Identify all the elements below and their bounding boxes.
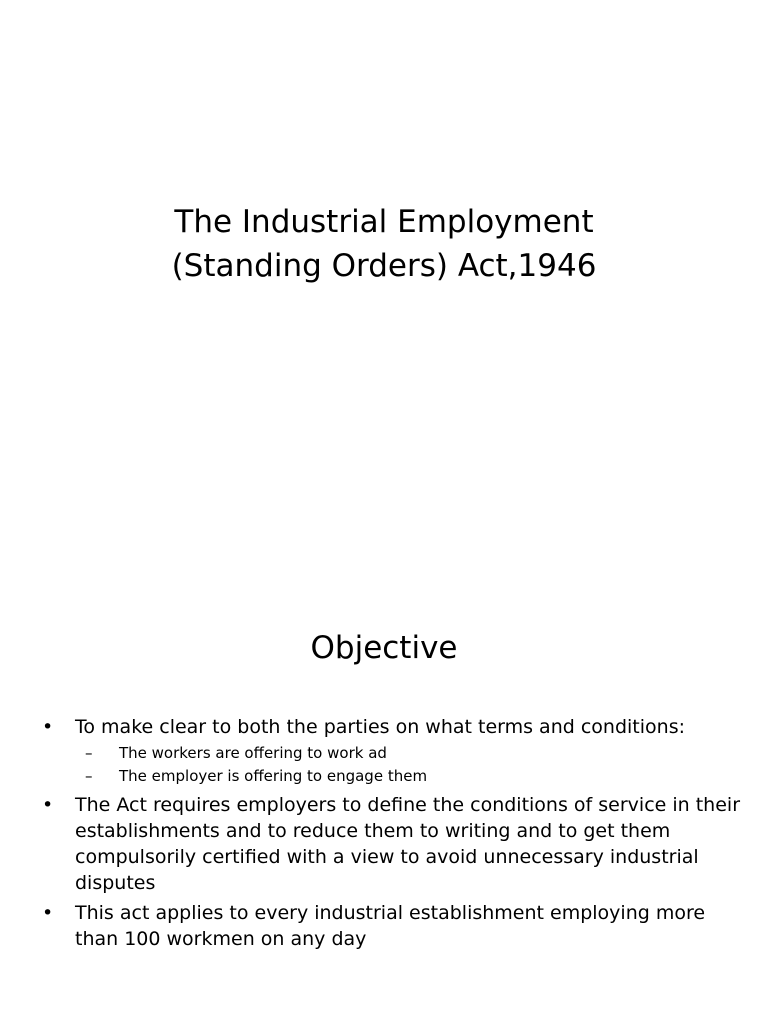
- sub-bullet-item: [85, 742, 740, 765]
- bullet-item: [40, 792, 740, 896]
- bullet-marker: •: [42, 716, 54, 738]
- sub-bullet-list: [75, 742, 740, 788]
- bullet-text: This act applies to every industrial establishment employing more than 100 workmen on any day: [75, 902, 706, 950]
- slide-title-line-1: The Industrial Employment: [174, 204, 594, 240]
- bullet-list: [40, 714, 740, 956]
- sub-bullet-marker: –: [85, 744, 93, 762]
- bullet-marker: •: [42, 794, 54, 816]
- sub-bullet-text: The workers are offering to work ad: [119, 744, 387, 762]
- sub-bullet-marker: –: [85, 767, 93, 785]
- sub-bullet-item: [85, 765, 740, 788]
- bullet-text: To make clear to both the parties on what terms and conditions:: [75, 716, 685, 738]
- slide-title-line-2: (Standing Orders) Act,1946: [171, 248, 597, 284]
- bullet-item: [40, 900, 740, 952]
- objective-title: Objective: [310, 630, 458, 666]
- bullet-marker: •: [42, 902, 54, 924]
- sub-bullet-text: The employer is offering to engage them: [119, 767, 428, 785]
- slide-title: [0, 200, 768, 288]
- bullet-item: [40, 714, 740, 788]
- bullet-text: The Act requires employers to define the conditions of service in their establishments and to reduce them to writing and to get them compulsorily certified with a view to avoid unnecessary industrial disputes: [75, 794, 740, 894]
- objective-slide: [0, 576, 768, 1024]
